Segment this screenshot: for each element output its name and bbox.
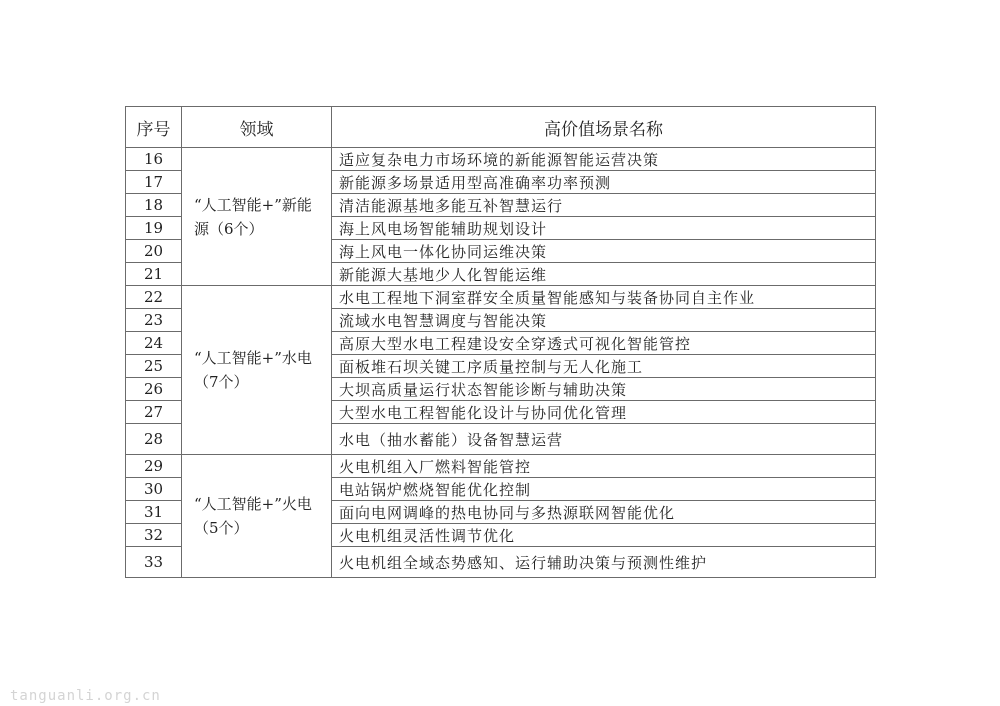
table-row [126, 148, 876, 171]
domain-cell: “人工智能+”火电（5个） [182, 455, 332, 578]
scene-name: 火电机组全域态势感知、运行辅助决策与预测性维护 [332, 547, 876, 578]
row-index: 21 [126, 263, 182, 286]
row-index: 31 [126, 501, 182, 524]
header-row [126, 107, 876, 148]
scene-name: 高原大型水电工程建设安全穿透式可视化智能管控 [332, 332, 876, 355]
row-index: 20 [126, 240, 182, 263]
row-index: 33 [126, 547, 182, 578]
scene-name: 水电工程地下洞室群安全质量智能感知与装备协同自主作业 [332, 286, 876, 309]
scene-name: 流域水电智慧调度与智能决策 [332, 309, 876, 332]
table-body [126, 148, 876, 578]
scene-name: 海上风电场智能辅助规划设计 [332, 217, 876, 240]
table-row [126, 286, 876, 309]
scene-name: 面板堆石坝关键工序质量控制与无人化施工 [332, 355, 876, 378]
scene-name: 火电机组灵活性调节优化 [332, 524, 876, 547]
watermark: tanguanli.org.cn [10, 688, 161, 704]
table-row [126, 455, 876, 478]
scene-name: 清洁能源基地多能互补智慧运行 [332, 194, 876, 217]
row-index: 16 [126, 148, 182, 171]
scenario-table [125, 106, 876, 578]
domain-cell: “人工智能+”水电（7个） [182, 286, 332, 455]
scene-name: 水电（抽水蓄能）设备智慧运营 [332, 424, 876, 455]
row-index: 28 [126, 424, 182, 455]
row-index: 22 [126, 286, 182, 309]
row-index: 26 [126, 378, 182, 401]
scene-name: 新能源多场景适用型高准确率功率预测 [332, 171, 876, 194]
scene-name: 火电机组入厂燃料智能管控 [332, 455, 876, 478]
scene-name: 大型水电工程智能化设计与协同优化管理 [332, 401, 876, 424]
row-index: 32 [126, 524, 182, 547]
header-scene: 高价值场景名称 [332, 107, 876, 148]
scene-name: 面向电网调峰的热电协同与多热源联网智能优化 [332, 501, 876, 524]
header-domain: 领域 [182, 107, 332, 148]
row-index: 24 [126, 332, 182, 355]
row-index: 25 [126, 355, 182, 378]
row-index: 30 [126, 478, 182, 501]
domain-cell: “人工智能+”新能源（6个） [182, 148, 332, 286]
scene-name: 海上风电一体化协同运维决策 [332, 240, 876, 263]
scenario-table-container [125, 106, 875, 578]
row-index: 27 [126, 401, 182, 424]
row-index: 18 [126, 194, 182, 217]
row-index: 29 [126, 455, 182, 478]
scene-name: 适应复杂电力市场环境的新能源智能运营决策 [332, 148, 876, 171]
table-header [126, 107, 876, 148]
header-index: 序号 [126, 107, 182, 148]
row-index: 17 [126, 171, 182, 194]
scene-name: 电站锅炉燃烧智能优化控制 [332, 478, 876, 501]
scene-name: 大坝高质量运行状态智能诊断与辅助决策 [332, 378, 876, 401]
row-index: 23 [126, 309, 182, 332]
scene-name: 新能源大基地少人化智能运维 [332, 263, 876, 286]
row-index: 19 [126, 217, 182, 240]
